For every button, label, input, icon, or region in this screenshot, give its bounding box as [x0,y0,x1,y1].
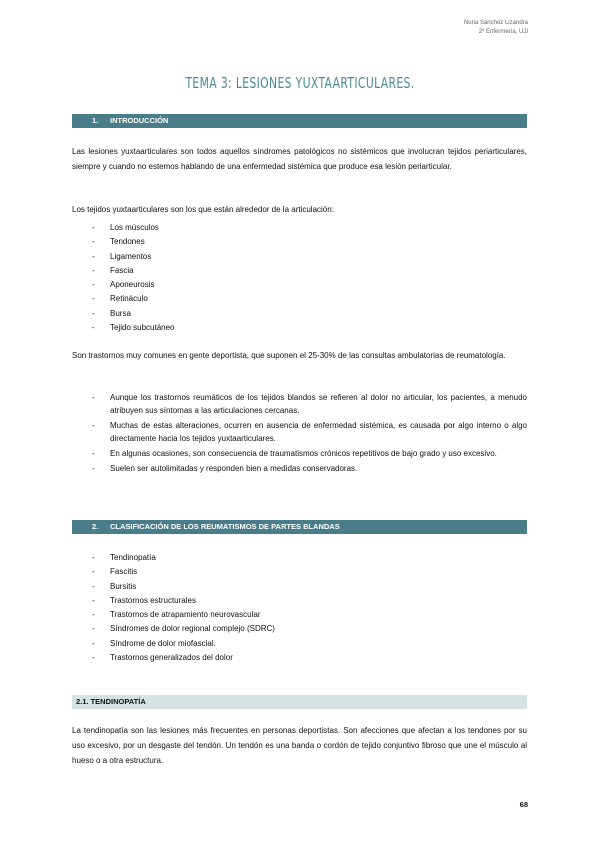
list-item: - Fascitis [92,567,138,577]
list-item: - Tendinopatía [92,553,156,562]
list-item: - Síndrome de dolor miofascial. [92,638,216,648]
list-item: - Retináculo [92,294,148,304]
list-item: - Tejido subcutáneo [92,323,175,333]
section-number: 1. [92,116,99,125]
tissues-list [92,221,527,335]
list-item: - Aponeurosis [92,280,155,290]
subsection-title: 2.1. TENDINOPATÍA [76,697,146,706]
section-title: INTRODUCCIÓN [110,116,169,125]
list-item: - Tendones [92,237,145,247]
list-item: - Síndromes de dolor regional complejo (SDRC) [92,624,275,634]
list-item: - Ligamentos [92,251,152,261]
list-item: - En algunas ocasiones, son consecuencia de traumatismos crónicos repetitivos de bajo grado y uso excesivo. [92,449,497,458]
page-title: TEMA 3: LESIONES YUXTAARTICULARES. [185,74,415,92]
list-item: - Fascia [92,265,134,275]
list-item: - Suelen ser autolimitadas y responden bien a medidas conservadoras. [92,464,358,473]
section-heading-introduccion [72,114,527,128]
characteristics-list [92,391,527,477]
section-number: 2. [92,522,99,531]
tissues-intro: Los tejidos yuxtaarticulares son los que están alrededor de la articulación: [72,205,334,214]
list-item: - Trastornos generalizados del dolor [92,653,233,663]
list-item: - Bursa [92,308,131,318]
page-header [464,19,528,37]
subsection-heading-tendinopatia [72,695,527,709]
section-title: CLASIFICACIÓN DE LOS REUMATISMOS DE PARTES BLANDAS [110,522,340,531]
intro-paragraph: Las lesiones yuxtaarticulares son todos aquellos síndromes patológicos no sistémicos que involucran tejidos periarticulares, siempre y cuando no estemos hablando de una enfermedad sistémica que produce esa lesión periarticular. [72,147,527,171]
page-number: 68 [519,800,528,809]
list-item: - Trastornos estructurales [92,595,196,605]
author-name: Nuria Sánchez Lizandra [463,20,528,26]
classification-list [92,551,527,665]
prevalence-paragraph: Son trastornos muy comunes en gente deportista, que suponen el 25-30% de las consultas ambulatorias de reumatología. [72,351,506,360]
list-item: - Aunque los trastornos reumáticos de los tejidos blandos se refieren al dolor no articular, los pacientes, a menudo atribuyen sus síntomas a las articulaciones cercanas. [92,393,527,415]
tendinopathy-paragraph: La tendinopatía son las lesiones más frecuentes en personas deportistas. Son afecciones que afectan a los tendones por su uso excesivo, por un desgaste del tendón. Un tendón es una banda o cordón de tejido conjuntivo fibroso que une el músculo al hueso o a otra estructura. [72,726,527,765]
list-item: - Bursitis [92,581,137,591]
section-heading-clasificacion [72,520,527,534]
list-item: - Muchas de estas alteraciones, ocurren en ausencia de enfermedad sistémica, es causada por algo interno o algo directamente hacia los tejidos yuxtaarticulares. [92,421,527,443]
course-name: 2º Enfermería, UJI [478,29,528,35]
list-item: - Trastornos de atrapamiento neurovascular [92,610,261,620]
list-item: - Los músculos [92,223,159,232]
